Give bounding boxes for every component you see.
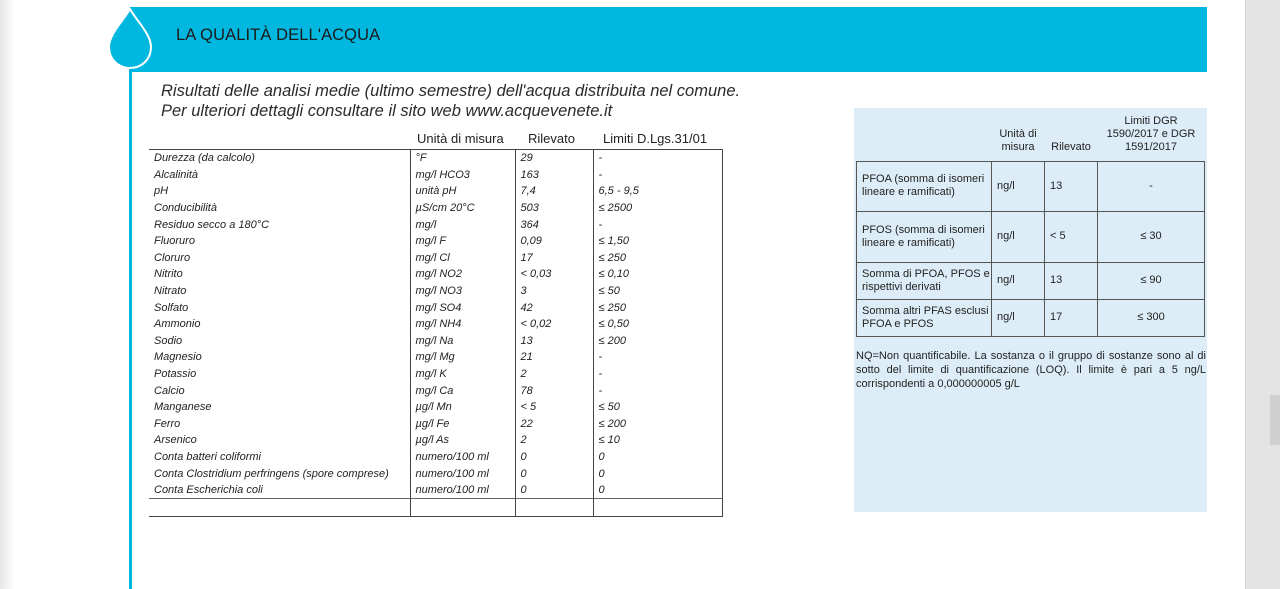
pfas-cell-limit: - — [1098, 161, 1205, 211]
cell-empty — [410, 499, 515, 517]
right-margin-strip — [1245, 0, 1280, 589]
pfas-header-measured: Rilevato — [1051, 140, 1091, 153]
cell-parameter: Magnesio — [149, 349, 410, 366]
pfas-cell-measured: 13 — [1045, 262, 1098, 299]
table-row — [149, 349, 722, 366]
cell-measured: 78 — [515, 382, 593, 399]
cell-unit: mg/l SO4 — [410, 299, 515, 316]
cell-limit: ≤ 0,10 — [593, 266, 722, 283]
pfas-cell-parameter: PFOS (somma di isomeri lineare e ramificati) — [857, 211, 992, 262]
table-row — [149, 200, 722, 217]
cell-empty — [515, 499, 593, 517]
cell-measured: 2 — [515, 432, 593, 449]
cell-unit: unità pH — [410, 183, 515, 200]
cell-parameter: Nitrato — [149, 283, 410, 300]
cell-parameter: Ferro — [149, 416, 410, 433]
cell-measured: 0 — [515, 449, 593, 466]
cell-measured: < 0,02 — [515, 316, 593, 333]
pfas-cell-parameter: Somma di PFOA, PFOS e rispettivi derivati — [857, 262, 992, 299]
header-banner — [130, 7, 1207, 72]
cell-limit: 0 — [593, 482, 722, 499]
table-row-empty — [149, 499, 722, 517]
table-header-row — [149, 128, 722, 150]
pfas-cell-parameter: PFOA (somma di isomeri lineare e ramificati) — [857, 161, 992, 211]
cell-unit: mg/l Na — [410, 333, 515, 350]
cell-measured: 0 — [515, 465, 593, 482]
cell-unit: µg/l Mn — [410, 399, 515, 416]
pfas-header-parameter — [857, 108, 992, 161]
cell-unit: mg/l HCO3 — [410, 167, 515, 184]
cell-measured: 0 — [515, 482, 593, 499]
cell-limit: ≤ 1,50 — [593, 233, 722, 250]
cell-parameter: Conta Escherichia coli — [149, 482, 410, 499]
intro-line-2: Per ulteriori dettagli consultare il sito web www.acquevenete.it — [161, 102, 613, 120]
cell-limit: ≤ 0,50 — [593, 316, 722, 333]
pfas-cell-measured: < 5 — [1045, 211, 1098, 262]
cell-measured: 163 — [515, 167, 593, 184]
table-row — [149, 399, 722, 416]
cell-parameter: Conducibilità — [149, 200, 410, 217]
cell-limit: ≤ 250 — [593, 250, 722, 267]
cell-limit: ≤ 10 — [593, 432, 722, 449]
table-row — [149, 333, 722, 350]
pfas-row — [857, 161, 1205, 211]
cell-limit: 0 — [593, 465, 722, 482]
cell-parameter: Fluoruro — [149, 233, 410, 250]
header-measured: Rilevato — [528, 131, 575, 146]
cell-unit: mg/l — [410, 216, 515, 233]
cell-parameter: Alcalinità — [149, 167, 410, 184]
pfas-header-unit: Unità di misura — [999, 127, 1037, 153]
pfas-note: NQ=Non quantificabile. La sostanza o il gruppo di sostanze sono al di sotto del limite di quantificazione (LOQ). Il limite è pari a 5 ng/L corrispondenti a 0,000000005 g/L — [856, 350, 1206, 390]
cell-measured: 3 — [515, 283, 593, 300]
scroll-shade — [1270, 395, 1280, 445]
cell-empty — [149, 499, 410, 517]
cell-unit: mg/l NO3 — [410, 283, 515, 300]
pfas-header-limits: Limiti DGR 1590/2017 e DGR 1591/2017 — [1106, 114, 1196, 153]
pfas-cell-measured: 13 — [1045, 161, 1098, 211]
cell-parameter: Conta Clostridium perfringens (spore comprese) — [149, 465, 410, 482]
header-unit: Unità di misura — [417, 131, 504, 146]
cell-parameter: Sodio — [149, 333, 410, 350]
cell-parameter: Cloruro — [149, 250, 410, 267]
cell-parameter: Conta batteri coliformi — [149, 449, 410, 466]
table-row — [149, 299, 722, 316]
table-row — [149, 250, 722, 267]
header-limits: Limiti D.Lgs.31/01 — [603, 131, 708, 146]
cell-measured: 503 — [515, 200, 593, 217]
cell-limit: - — [593, 150, 722, 167]
cell-measured: 7,4 — [515, 183, 593, 200]
cell-measured: 2 — [515, 366, 593, 383]
table-row — [149, 482, 722, 499]
cell-unit: mg/l Cl — [410, 250, 515, 267]
pfas-panel — [854, 108, 1207, 512]
intro-text — [161, 81, 740, 121]
cell-unit: mg/l Mg — [410, 349, 515, 366]
table-row — [149, 382, 722, 399]
cell-limit: ≤ 2500 — [593, 200, 722, 217]
cell-unit: mg/l K — [410, 366, 515, 383]
cell-unit: µg/l Fe — [410, 416, 515, 433]
table-row — [149, 449, 722, 466]
pfas-cell-limit: ≤ 90 — [1098, 262, 1205, 299]
cell-parameter: Nitrito — [149, 266, 410, 283]
cell-unit: µS/cm 20°C — [410, 200, 515, 217]
pfas-cell-measured: 17 — [1045, 299, 1098, 336]
cell-limit: - — [593, 216, 722, 233]
table-row — [149, 416, 722, 433]
pfas-cell-limit: ≤ 300 — [1098, 299, 1205, 336]
cell-unit: °F — [410, 150, 515, 167]
cell-measured: 22 — [515, 416, 593, 433]
cell-measured: 364 — [515, 216, 593, 233]
cell-parameter: Durezza (da calcolo) — [149, 150, 410, 167]
page-title: LA QUALITÀ DELL'ACQUA — [176, 26, 381, 44]
cell-measured: 21 — [515, 349, 593, 366]
cell-unit: numero/100 ml — [410, 482, 515, 499]
cell-parameter: Ammonio — [149, 316, 410, 333]
cell-limit: - — [593, 382, 722, 399]
pfas-header-row — [857, 108, 1205, 161]
cell-limit: ≤ 250 — [593, 299, 722, 316]
cell-limit: - — [593, 366, 722, 383]
pfas-row — [857, 299, 1205, 336]
cell-limit: ≤ 200 — [593, 333, 722, 350]
cell-unit: mg/l F — [410, 233, 515, 250]
header-parameter — [149, 128, 410, 150]
cell-parameter: Arsenico — [149, 432, 410, 449]
cell-unit: numero/100 ml — [410, 449, 515, 466]
water-analysis-table — [149, 128, 723, 517]
cell-limit: ≤ 200 — [593, 416, 722, 433]
cell-measured: 13 — [515, 333, 593, 350]
intro-line-1: Risultati delle analisi medie (ultimo semestre) dell'acqua distribuita nel comune. — [161, 82, 741, 100]
cell-unit: mg/l NH4 — [410, 316, 515, 333]
cell-measured: 42 — [515, 299, 593, 316]
pfas-row — [857, 211, 1205, 262]
table-row — [149, 216, 722, 233]
cell-unit: µg/l As — [410, 432, 515, 449]
water-drop-icon — [107, 8, 153, 70]
table-row — [149, 266, 722, 283]
cell-limit: 6,5 - 9,5 — [593, 183, 722, 200]
cell-measured: 0,09 — [515, 233, 593, 250]
cell-measured: < 5 — [515, 399, 593, 416]
cell-parameter: pH — [149, 183, 410, 200]
cell-parameter: Residuo secco a 180°C — [149, 216, 410, 233]
cell-unit: mg/l NO2 — [410, 266, 515, 283]
cell-empty — [593, 499, 722, 517]
cell-measured: < 0,03 — [515, 266, 593, 283]
pfas-cell-limit: ≤ 30 — [1098, 211, 1205, 262]
table-row — [149, 233, 722, 250]
cell-limit: ≤ 50 — [593, 283, 722, 300]
cell-limit: - — [593, 349, 722, 366]
cell-parameter: Solfato — [149, 299, 410, 316]
pfas-cell-unit: ng/l — [992, 161, 1045, 211]
cell-parameter: Manganese — [149, 399, 410, 416]
cell-parameter: Potassio — [149, 366, 410, 383]
table-row — [149, 183, 722, 200]
cell-limit: - — [593, 167, 722, 184]
cell-parameter: Calcio — [149, 382, 410, 399]
pfas-table — [856, 108, 1205, 337]
cell-unit: mg/l Ca — [410, 382, 515, 399]
table-row — [149, 465, 722, 482]
table-row — [149, 283, 722, 300]
cell-limit: ≤ 50 — [593, 399, 722, 416]
cell-measured: 29 — [515, 150, 593, 167]
table-row — [149, 432, 722, 449]
decorative-vertical-line — [129, 56, 132, 589]
table-row — [149, 167, 722, 184]
pfas-row — [857, 262, 1205, 299]
table-row — [149, 366, 722, 383]
pfas-cell-unit: ng/l — [992, 211, 1045, 262]
pfas-cell-parameter: Somma altri PFAS esclusi PFOA e PFOS — [857, 299, 992, 336]
pfas-cell-unit: ng/l — [992, 299, 1045, 336]
pfas-cell-unit: ng/l — [992, 262, 1045, 299]
cell-measured: 17 — [515, 250, 593, 267]
cell-limit: 0 — [593, 449, 722, 466]
left-page-shadow — [0, 0, 14, 589]
cell-unit: numero/100 ml — [410, 465, 515, 482]
table-row — [149, 150, 722, 167]
table-row — [149, 316, 722, 333]
